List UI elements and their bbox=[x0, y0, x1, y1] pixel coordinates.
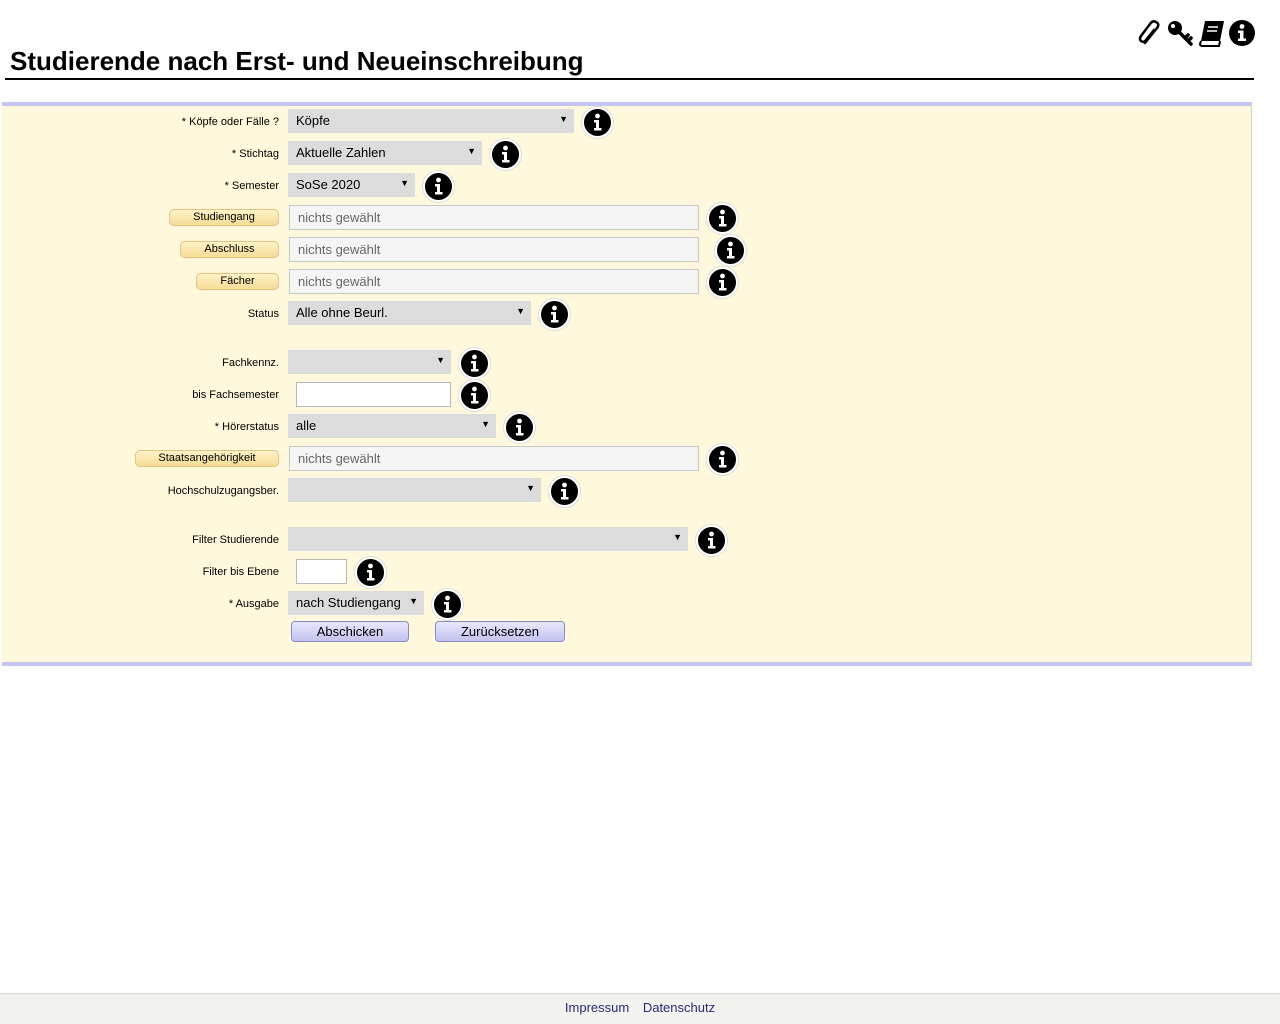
koepfe-label: * Köpfe oder Fälle ? bbox=[181, 116, 279, 128]
key-icon[interactable] bbox=[1166, 18, 1194, 48]
ausgabe-select[interactable] bbox=[288, 591, 424, 615]
reset-button[interactable]: Zurücksetzen bbox=[435, 621, 565, 642]
chevron-down-icon: ▼ bbox=[409, 596, 418, 606]
info-icon[interactable] bbox=[423, 171, 454, 202]
chevron-down-icon: ▼ bbox=[526, 483, 535, 493]
filter-bis-ebene-label: Filter bis Ebene bbox=[202, 566, 279, 578]
staatsangehoerigkeit-field[interactable]: nichts gewählt bbox=[289, 446, 699, 471]
info-icon[interactable] bbox=[539, 299, 570, 330]
chevron-down-icon: ▼ bbox=[673, 532, 682, 542]
stichtag-label: * Stichtag bbox=[231, 148, 279, 160]
bis-fachsemester-label: bis Fachsemester bbox=[192, 389, 279, 401]
info-icon[interactable] bbox=[696, 525, 727, 556]
fachkennz-label: Fachkennz. bbox=[222, 357, 279, 369]
paperclip-icon[interactable] bbox=[1136, 18, 1164, 48]
filter-studierende-select[interactable] bbox=[288, 527, 688, 551]
info-icon[interactable] bbox=[490, 139, 521, 170]
info-icon[interactable] bbox=[459, 380, 490, 411]
info-icon[interactable] bbox=[715, 235, 746, 266]
info-icon[interactable] bbox=[707, 444, 738, 475]
hochschulzugang-label: Hochschulzugangsber. bbox=[167, 485, 279, 497]
hochschulzugang-select[interactable] bbox=[288, 478, 541, 502]
status-select[interactable] bbox=[288, 301, 531, 325]
staatsangehoerigkeit-button[interactable]: Staatsangehörigkeit bbox=[135, 450, 279, 467]
chevron-down-icon: ▼ bbox=[467, 146, 476, 156]
stichtag-select[interactable] bbox=[288, 141, 482, 165]
submit-button[interactable]: Abschicken bbox=[291, 621, 409, 642]
info-icon[interactable] bbox=[355, 557, 386, 588]
abschluss-field[interactable]: nichts gewählt bbox=[289, 237, 699, 262]
info-icon[interactable] bbox=[582, 107, 613, 138]
chevron-down-icon: ▼ bbox=[559, 114, 568, 124]
studiengang-field[interactable]: nichts gewählt bbox=[289, 205, 699, 230]
fachkennz-select[interactable] bbox=[288, 350, 451, 374]
page-title: Studierende nach Erst- und Neueinschreibung bbox=[10, 46, 584, 76]
chevron-down-icon: ▼ bbox=[436, 355, 445, 365]
semester-label: * Semester bbox=[224, 180, 279, 192]
abschluss-button[interactable]: Abschluss bbox=[180, 241, 279, 258]
filter-studierende-label: Filter Studierende bbox=[192, 534, 279, 546]
hoererstatus-value: alle bbox=[296, 418, 317, 433]
info-icon[interactable] bbox=[1228, 18, 1256, 48]
title-divider bbox=[5, 78, 1254, 80]
chevron-down-icon: ▼ bbox=[481, 419, 490, 429]
koepfe-value: Köpfe bbox=[296, 113, 330, 128]
chevron-down-icon: ▼ bbox=[516, 306, 525, 316]
info-icon[interactable] bbox=[459, 348, 490, 379]
book-icon[interactable] bbox=[1198, 18, 1226, 48]
hoererstatus-select[interactable] bbox=[288, 414, 496, 438]
status-value: Alle ohne Beurl. bbox=[296, 305, 388, 320]
faecher-field[interactable]: nichts gewählt bbox=[289, 269, 699, 294]
semester-select[interactable] bbox=[288, 173, 415, 197]
faecher-button[interactable]: Fächer bbox=[196, 273, 279, 290]
footer bbox=[0, 993, 1280, 1024]
info-icon[interactable] bbox=[504, 412, 535, 443]
datenschutz-link[interactable]: Datenschutz bbox=[642, 1000, 716, 1015]
info-icon[interactable] bbox=[549, 476, 580, 507]
filter-bis-ebene-input[interactable] bbox=[296, 559, 347, 584]
hoererstatus-label: * Hörerstatus bbox=[214, 421, 279, 433]
info-icon[interactable] bbox=[432, 589, 463, 620]
semester-value: SoSe 2020 bbox=[296, 177, 361, 192]
info-icon[interactable] bbox=[707, 203, 738, 234]
stichtag-value: Aktuelle Zahlen bbox=[296, 145, 386, 160]
ausgabe-value: nach Studiengang bbox=[296, 595, 401, 610]
bis-fachsemester-input[interactable] bbox=[296, 382, 451, 407]
info-icon[interactable] bbox=[707, 267, 738, 298]
koepfe-select[interactable] bbox=[288, 109, 574, 133]
chevron-down-icon: ▼ bbox=[400, 178, 409, 188]
form-panel bbox=[2, 102, 1252, 666]
studiengang-button[interactable]: Studiengang bbox=[169, 209, 279, 226]
impressum-link[interactable]: Impressum bbox=[564, 1000, 630, 1015]
status-label: Status bbox=[247, 308, 279, 320]
ausgabe-label: * Ausgabe bbox=[228, 598, 279, 610]
